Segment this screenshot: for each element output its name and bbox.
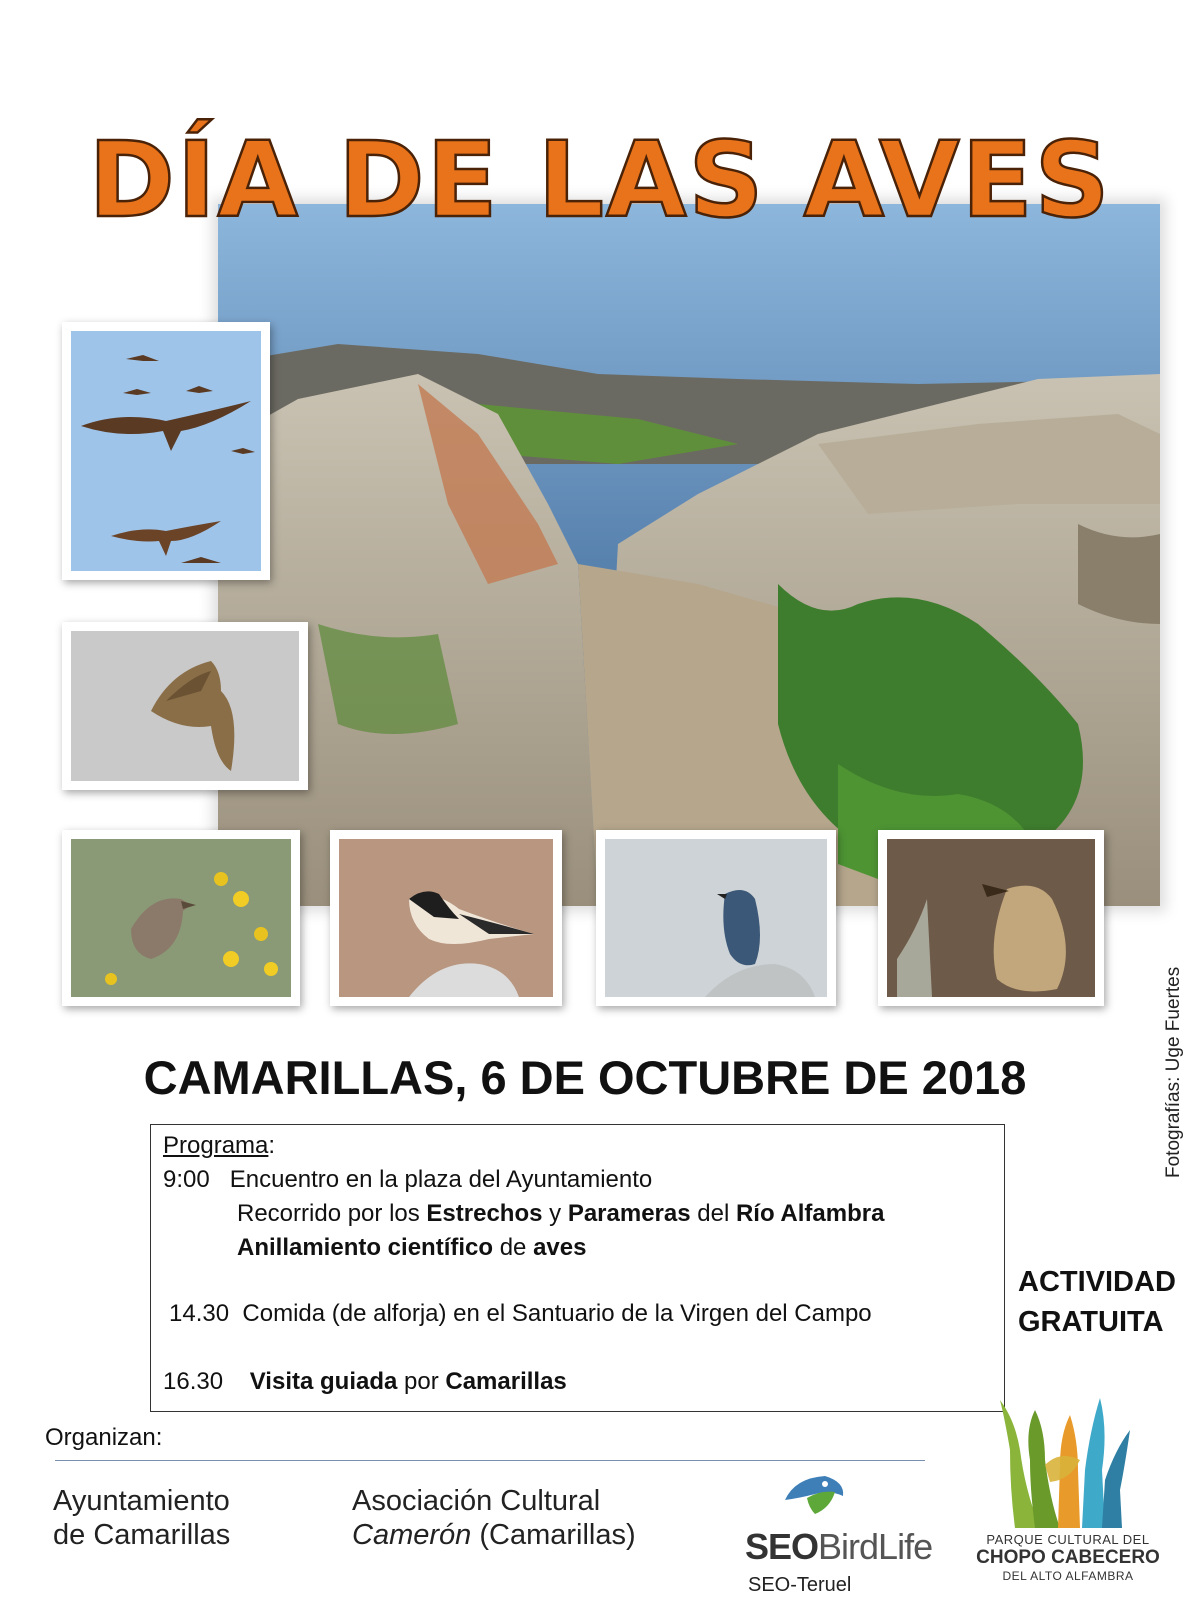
wheatear-on-rock-photo: [330, 830, 562, 1006]
organizer-ayuntamiento: Ayuntamiento de Camarillas: [53, 1485, 231, 1551]
free-activity-label: ACTIVIDAD GRATUITA: [1018, 1266, 1176, 1338]
organizers-label: Organizan:: [45, 1424, 163, 1451]
program-heading: Programa:: [163, 1132, 276, 1159]
poster-title: DÍA DE LAS AVES: [88, 119, 1112, 241]
parque-cultural-name: PARQUE CULTURAL DEL CHOPO CABECERO DEL ALTO ALFAMBRA: [976, 1532, 1160, 1583]
program-item-2: 14.30 Comida (de alforja) en el Santuario de la Virgen del Campo: [169, 1300, 872, 1327]
program-item-3: 16.30 Visita guiada por Camarillas: [163, 1368, 567, 1395]
lark-with-insect-photo: [878, 830, 1104, 1006]
seo-birdlife-wordmark: SEOBirdLife: [745, 1526, 933, 1567]
warbler-on-broom-photo: [62, 830, 300, 1006]
organizer-asociacion-cultural: Asociación Cultural Camerón (Camarillas): [352, 1485, 636, 1551]
parque-cultural-logo: [990, 1390, 1140, 1530]
bird-in-flight-photo: [62, 622, 308, 790]
blue-rock-thrush-photo: [596, 830, 836, 1006]
organizers-divider: [55, 1460, 925, 1461]
seo-teruel-label: SEO-Teruel: [748, 1574, 852, 1596]
event-place-date: CAMARILLAS, 6 DE OCTUBRE DE 2018: [143, 1051, 1027, 1104]
program-box: [150, 1124, 1005, 1412]
program-item-1: 9:00 Encuentro en la plaza del Ayuntamiento: [163, 1166, 653, 1193]
program-item-1-detail-1: Recorrido por los Estrechos y Parameras del Río Alfambra: [237, 1200, 885, 1227]
vultures-flying-photo: [62, 322, 270, 580]
photo-credit: Fotografías: Uge Fuertes: [1163, 966, 1184, 1178]
landscape-gorge-photo: [218, 204, 1160, 906]
program-item-1-detail-2: Anillamiento científico de aves: [237, 1234, 587, 1261]
